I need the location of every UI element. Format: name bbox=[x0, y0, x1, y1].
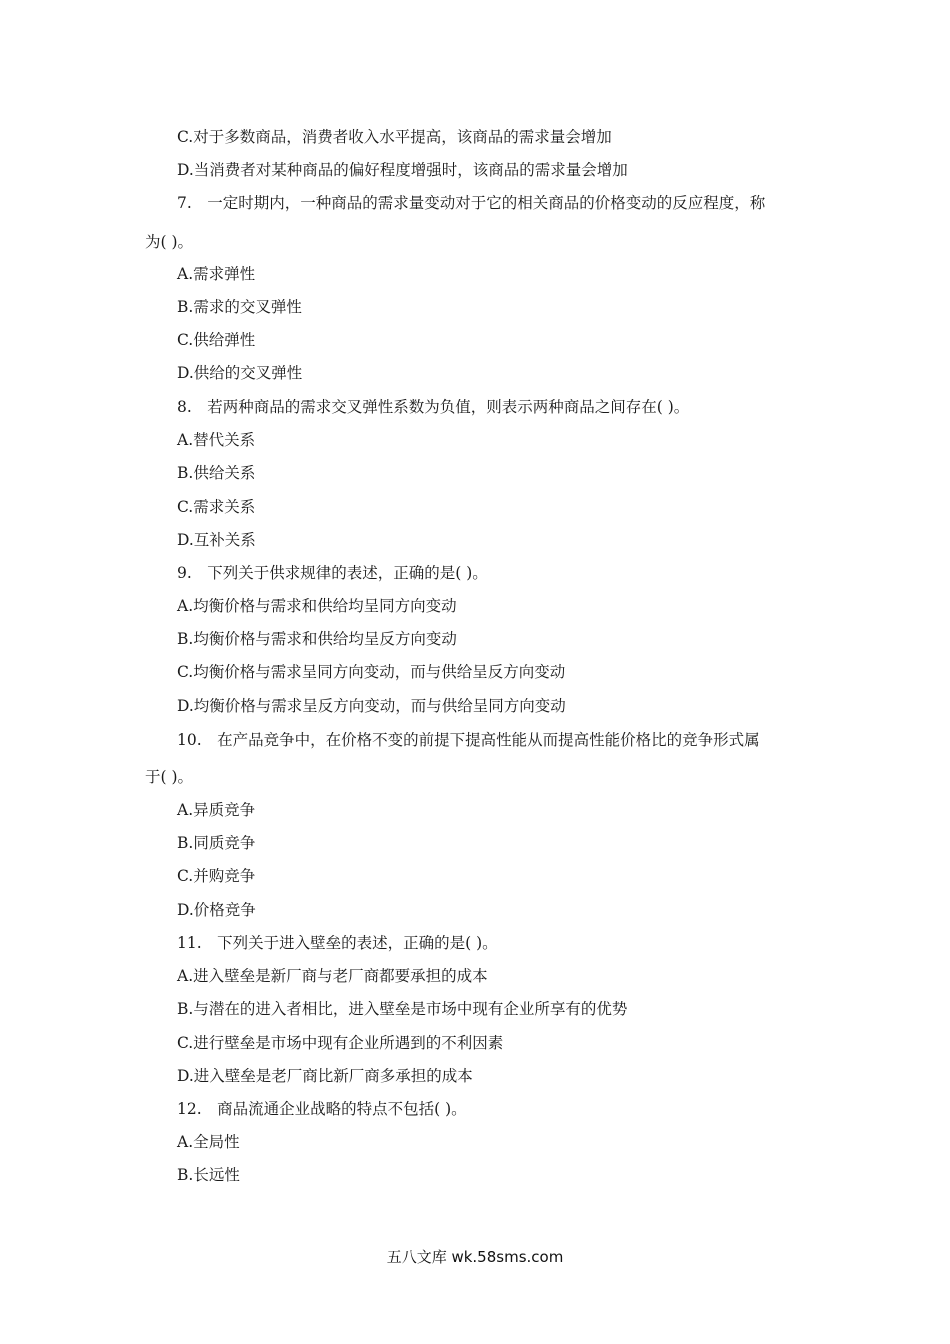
option-line: B.供给关系 bbox=[177, 464, 256, 482]
question-continuation: 为( )。 bbox=[145, 233, 194, 251]
option-line: C.需求关系 bbox=[177, 498, 256, 516]
option-line: A.全局性 bbox=[177, 1133, 240, 1151]
question-line: 11. 下列关于进入壁垒的表述，正确的是( )。 bbox=[177, 934, 498, 952]
question-continuation: 于( )。 bbox=[145, 768, 194, 786]
option-line: A.需求弹性 bbox=[177, 265, 256, 283]
page-footer: 五八文库 wk.58sms.com bbox=[386, 1248, 564, 1266]
option-line: D.均衡价格与需求呈反方向变动，而与供给呈同方向变动 bbox=[177, 697, 566, 715]
option-line: A.异质竞争 bbox=[177, 801, 256, 819]
option-line: A.替代关系 bbox=[177, 431, 256, 449]
option-line: B.同质竞争 bbox=[177, 834, 256, 852]
option-line: D.互补关系 bbox=[177, 531, 256, 549]
option-line: B.需求的交叉弹性 bbox=[177, 298, 302, 316]
option-line: A.进入壁垒是新厂商与老厂商都要承担的成本 bbox=[177, 967, 488, 985]
question-line: 8. 若两种商品的需求交叉弹性系数为负值，则表示两种商品之间存在( )。 bbox=[177, 398, 690, 416]
option-line: C.供给弹性 bbox=[177, 331, 256, 349]
option-line: D.价格竞争 bbox=[177, 901, 256, 919]
option-line: A.均衡价格与需求和供给均呈同方向变动 bbox=[177, 597, 457, 615]
option-line: D.供给的交叉弹性 bbox=[177, 364, 303, 382]
option-line: B.长远性 bbox=[177, 1166, 240, 1184]
option-line: D.当消费者对某种商品的偏好程度增强时，该商品的需求量会增加 bbox=[177, 161, 628, 179]
option-line: C.进行壁垒是市场中现有企业所遇到的不利因素 bbox=[177, 1034, 504, 1052]
option-line: C.均衡价格与需求呈同方向变动，而与供给呈反方向变动 bbox=[177, 663, 566, 681]
option-line: B.与潜在的进入者相比，进入壁垒是市场中现有企业所享有的优势 bbox=[177, 1000, 628, 1018]
question-line: 12. 商品流通企业战略的特点不包括( )。 bbox=[177, 1100, 467, 1118]
option-line: C.并购竞争 bbox=[177, 867, 256, 885]
question-line: 7. 一定时期内，一种商品的需求量变动对于它的相关商品的价格变动的反应程度，称 bbox=[177, 194, 766, 212]
option-line: B.均衡价格与需求和供给均呈反方向变动 bbox=[177, 630, 457, 648]
question-line: 9. 下列关于供求规律的表述，正确的是( )。 bbox=[177, 564, 488, 582]
question-line: 10. 在产品竞争中，在价格不变的前提下提高性能从而提高性能价格比的竞争形式属 bbox=[177, 731, 760, 749]
option-line: C.对于多数商品，消费者收入水平提高，该商品的需求量会增加 bbox=[177, 128, 612, 146]
option-line: D.进入壁垒是老厂商比新厂商多承担的成本 bbox=[177, 1067, 473, 1085]
